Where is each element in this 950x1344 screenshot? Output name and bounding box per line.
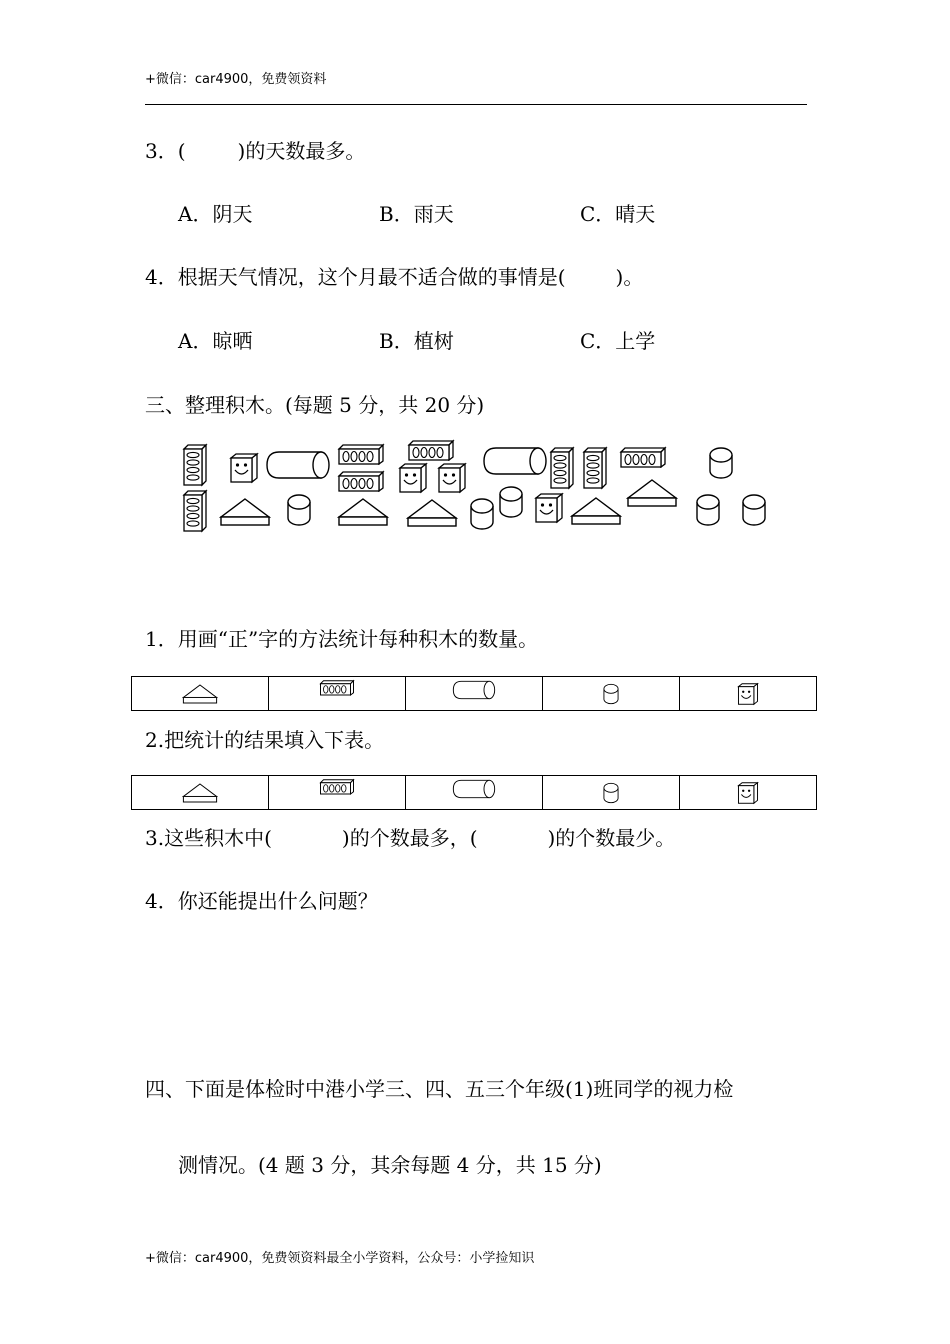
- triangle-prism-icon: [406, 498, 458, 528]
- count-cell-smiley[interactable]: [680, 776, 817, 810]
- cylinder-icon: [740, 492, 768, 528]
- section-3-question-1: 1．用画“正”字的方法统计每种积木的数量。: [145, 627, 539, 651]
- smiley-cube-icon: [229, 452, 259, 484]
- half-cylinder-icon: [452, 680, 496, 700]
- question-4-option-a[interactable]: A．晾晒: [178, 329, 253, 353]
- count-cell-brick[interactable]: [269, 776, 406, 810]
- cylinder-icon: [694, 492, 722, 528]
- smiley-cube-icon: [737, 682, 759, 706]
- brick-icon: [319, 679, 355, 696]
- question-3-suffix: )的天数最多。: [237, 139, 366, 163]
- question-3-option-c[interactable]: C．晴天: [580, 202, 656, 226]
- count-table: [131, 775, 817, 810]
- section-3-question-3-suffix: )的个数最少。: [547, 826, 676, 850]
- tally-table: [131, 676, 817, 711]
- tally-cell-smiley[interactable]: [680, 677, 817, 711]
- question-4-prefix: 4．根据天气情况，这个月最不适合做的事情是(: [145, 265, 566, 289]
- tally-cell-half-cylinder[interactable]: [406, 677, 543, 711]
- cylinder-icon: [602, 781, 620, 805]
- footer-watermark: +微信：car4900，免费领资料最全小学资料，公众号：小学捡知识: [145, 1251, 535, 1266]
- brick-icon: [319, 778, 355, 795]
- brick-icon: [337, 443, 385, 465]
- section-3-question-3-prefix: 3.这些积木中(: [145, 826, 272, 850]
- question-4-suffix: )。: [615, 265, 644, 289]
- cylinder-icon: [602, 682, 620, 706]
- brick-icon: [337, 470, 385, 492]
- question-3: [145, 139, 365, 163]
- half-cylinder-icon: [265, 450, 331, 480]
- tally-cell-triangle[interactable]: [132, 677, 269, 711]
- table-row: [132, 677, 817, 711]
- smiley-cube-icon: [534, 492, 564, 524]
- brick-icon: [582, 446, 608, 490]
- cylinder-icon: [707, 445, 735, 481]
- count-cell-triangle[interactable]: [132, 776, 269, 810]
- count-cell-cylinder[interactable]: [543, 776, 680, 810]
- question-4: [145, 265, 643, 289]
- section-3-question-4: 4．你还能提出什么问题？: [145, 889, 378, 913]
- brick-icon: [182, 489, 208, 533]
- cylinder-icon: [497, 484, 525, 520]
- section-4-title-line-2: 测情况。(4 题 3 分，其余每题 4 分，共 15 分): [178, 1153, 602, 1177]
- table-row: [132, 776, 817, 810]
- triangle-prism-icon: [337, 497, 389, 527]
- triangle-prism-icon: [219, 497, 271, 527]
- question-3-prefix: 3．(: [145, 139, 186, 163]
- tally-cell-cylinder[interactable]: [543, 677, 680, 711]
- half-cylinder-icon: [452, 779, 496, 799]
- triangle-prism-icon: [182, 683, 218, 705]
- brick-icon: [407, 439, 455, 461]
- question-4-option-b[interactable]: B．植树: [379, 329, 454, 353]
- question-4-option-c[interactable]: C．上学: [580, 329, 656, 353]
- half-cylinder-icon: [482, 446, 548, 476]
- triangle-prism-icon: [182, 782, 218, 804]
- triangle-prism-icon: [570, 496, 622, 526]
- brick-icon: [182, 443, 208, 487]
- section-3-question-2: 2.把统计的结果填入下表。: [145, 728, 385, 752]
- count-cell-half-cylinder[interactable]: [406, 776, 543, 810]
- cylinder-icon: [468, 496, 496, 532]
- smiley-cube-icon: [737, 781, 759, 805]
- cylinder-icon: [285, 492, 313, 528]
- section-3-question-3-middle: )的个数最多，(: [341, 826, 478, 850]
- triangle-prism-icon: [626, 478, 678, 508]
- brick-icon: [619, 446, 667, 468]
- question-3-option-b[interactable]: B．雨天: [379, 202, 454, 226]
- smiley-cube-icon: [398, 462, 428, 494]
- question-3-option-a[interactable]: A．阴天: [178, 202, 253, 226]
- brick-icon: [549, 446, 575, 490]
- section-3-title: 三、整理积木。(每题 5 分，共 20 分): [145, 393, 485, 417]
- header-watermark: +微信：car4900，免费领资料: [145, 72, 327, 87]
- section-3-question-3: [145, 826, 675, 850]
- smiley-cube-icon: [437, 462, 467, 494]
- header-divider: [145, 104, 807, 105]
- tally-cell-brick[interactable]: [269, 677, 406, 711]
- section-4-title-line-1: 四、下面是体检时中港小学三、四、五三个年级(1)班同学的视力检: [145, 1077, 734, 1101]
